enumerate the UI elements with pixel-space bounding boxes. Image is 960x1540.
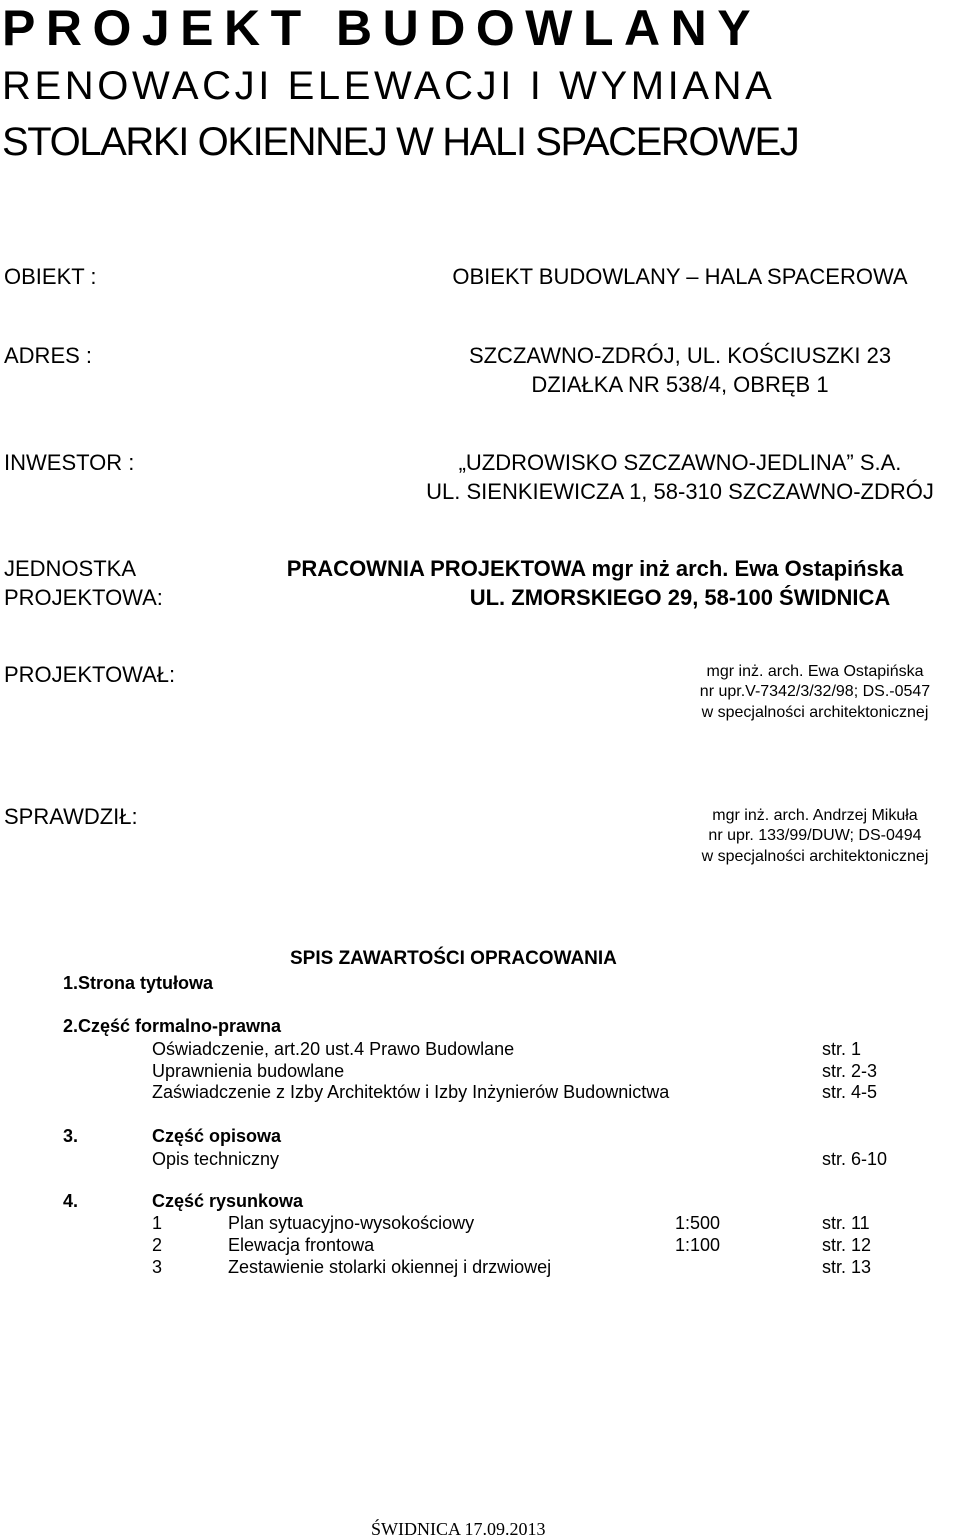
jednostka-value-2: UL. ZMORSKIEGO 29, 58-100 ŚWIDNICA (469, 585, 891, 610)
toc-drawing-no: 2 (152, 1235, 163, 1255)
toc-item-page: str. 6-10 (822, 1149, 888, 1169)
toc-item-text: Oświadczenie, art.20 ust.4 Prawo Budowlane (152, 1039, 515, 1059)
inwestor-value-1: „UZDROWISKO SZCZAWNO-JEDLINA” S.A. (458, 450, 902, 475)
toc-item-text: Zaświadczenie z Izby Architektów i Izby Inżynierów Budownictwa (152, 1082, 670, 1102)
projektowal-line-2: nr upr.V-7342/3/32/98; DS.-0547 (699, 683, 931, 700)
projektowal-label: PROJEKTOWAŁ: (4, 662, 176, 687)
title-line-1: PROJEKT BUDOWLANY (2, 0, 762, 56)
obiekt-value: OBIEKT BUDOWLANY – HALA SPACEROWA (452, 264, 908, 289)
adres-value-1: SZCZAWNO-ZDRÓJ, UL. KOŚCIUSZKI 23 (468, 343, 892, 368)
toc-drawing-scale: 1:100 (675, 1235, 721, 1255)
toc-item-text: Opis techniczny (152, 1149, 280, 1169)
toc-drawing-no: 1 (152, 1213, 163, 1233)
toc-item-text: Uprawnienia budowlane (152, 1061, 345, 1081)
projektowal-line-3: w specjalności architektonicznej (701, 704, 929, 721)
inwestor-value-2: UL. SIENKIEWICZA 1, 58-310 SZCZAWNO-ZDRÓJ (426, 479, 934, 504)
toc-section-2-heading: 2.Część formalno-prawna (63, 1016, 282, 1036)
toc-drawing-page: str. 11 (822, 1213, 870, 1233)
sprawdzil-line-2: nr upr. 133/99/DUW; DS-0494 (708, 827, 922, 844)
toc-item-page: str. 1 (822, 1039, 862, 1059)
toc-drawing-title: Zestawienie stolarki okiennej i drzwiowej (228, 1257, 552, 1277)
jednostka-label-2: PROJEKTOWA: (4, 585, 163, 610)
toc-drawing-title: Plan sytuacyjno-wysokościowy (228, 1213, 475, 1233)
toc-drawing-page: str. 13 (822, 1257, 872, 1277)
obiekt-label: OBIEKT : (4, 264, 97, 289)
title-line-3: STOLARKI OKIENNEJ W HALI SPACEROWEJ (2, 120, 799, 164)
toc-drawing-title: Elewacja frontowa (228, 1235, 375, 1255)
toc-section-4-heading: Część rysunkowa (152, 1191, 304, 1211)
jednostka-value-1: PRACOWNIA PROJEKTOWA mgr inż arch. Ewa Ostapińska (286, 556, 904, 581)
toc-item-page: str. 4-5 (822, 1082, 878, 1102)
toc-drawing-page: str. 12 (822, 1235, 872, 1255)
footer-place-date: ŚWIDNICA 17.09.2013 (371, 1519, 546, 1539)
toc-section-3-heading: Część opisowa (152, 1126, 282, 1146)
toc-section-3-num: 3. (63, 1126, 79, 1146)
sprawdzil-line-3: w specjalności architektonicznej (701, 848, 929, 865)
projektowal-line-1: mgr inż. arch. Ewa Ostapińska (706, 663, 924, 680)
adres-value-2: DZIAŁKA NR 538/4, OBRĘB 1 (531, 372, 829, 397)
toc-section-4-num: 4. (63, 1191, 79, 1211)
toc-title: SPIS ZAWARTOŚCI OPRACOWANIA (290, 948, 617, 969)
title-line-2: RENOWACJI ELEWACJI I WYMIANA (2, 64, 776, 108)
jednostka-label-1: JEDNOSTKA (4, 556, 137, 581)
toc-drawing-scale: 1:500 (675, 1213, 721, 1233)
toc-section-1: 1.Strona tytułowa (63, 973, 214, 993)
toc-item-page: str. 2-3 (822, 1061, 878, 1081)
sprawdzil-label: SPRAWDZIŁ: (4, 804, 138, 829)
adres-label: ADRES : (4, 343, 93, 368)
sprawdzil-line-1: mgr inż. arch. Andrzej Mikuła (712, 807, 918, 824)
inwestor-label: INWESTOR : (4, 450, 135, 475)
toc-drawing-no: 3 (152, 1257, 163, 1277)
